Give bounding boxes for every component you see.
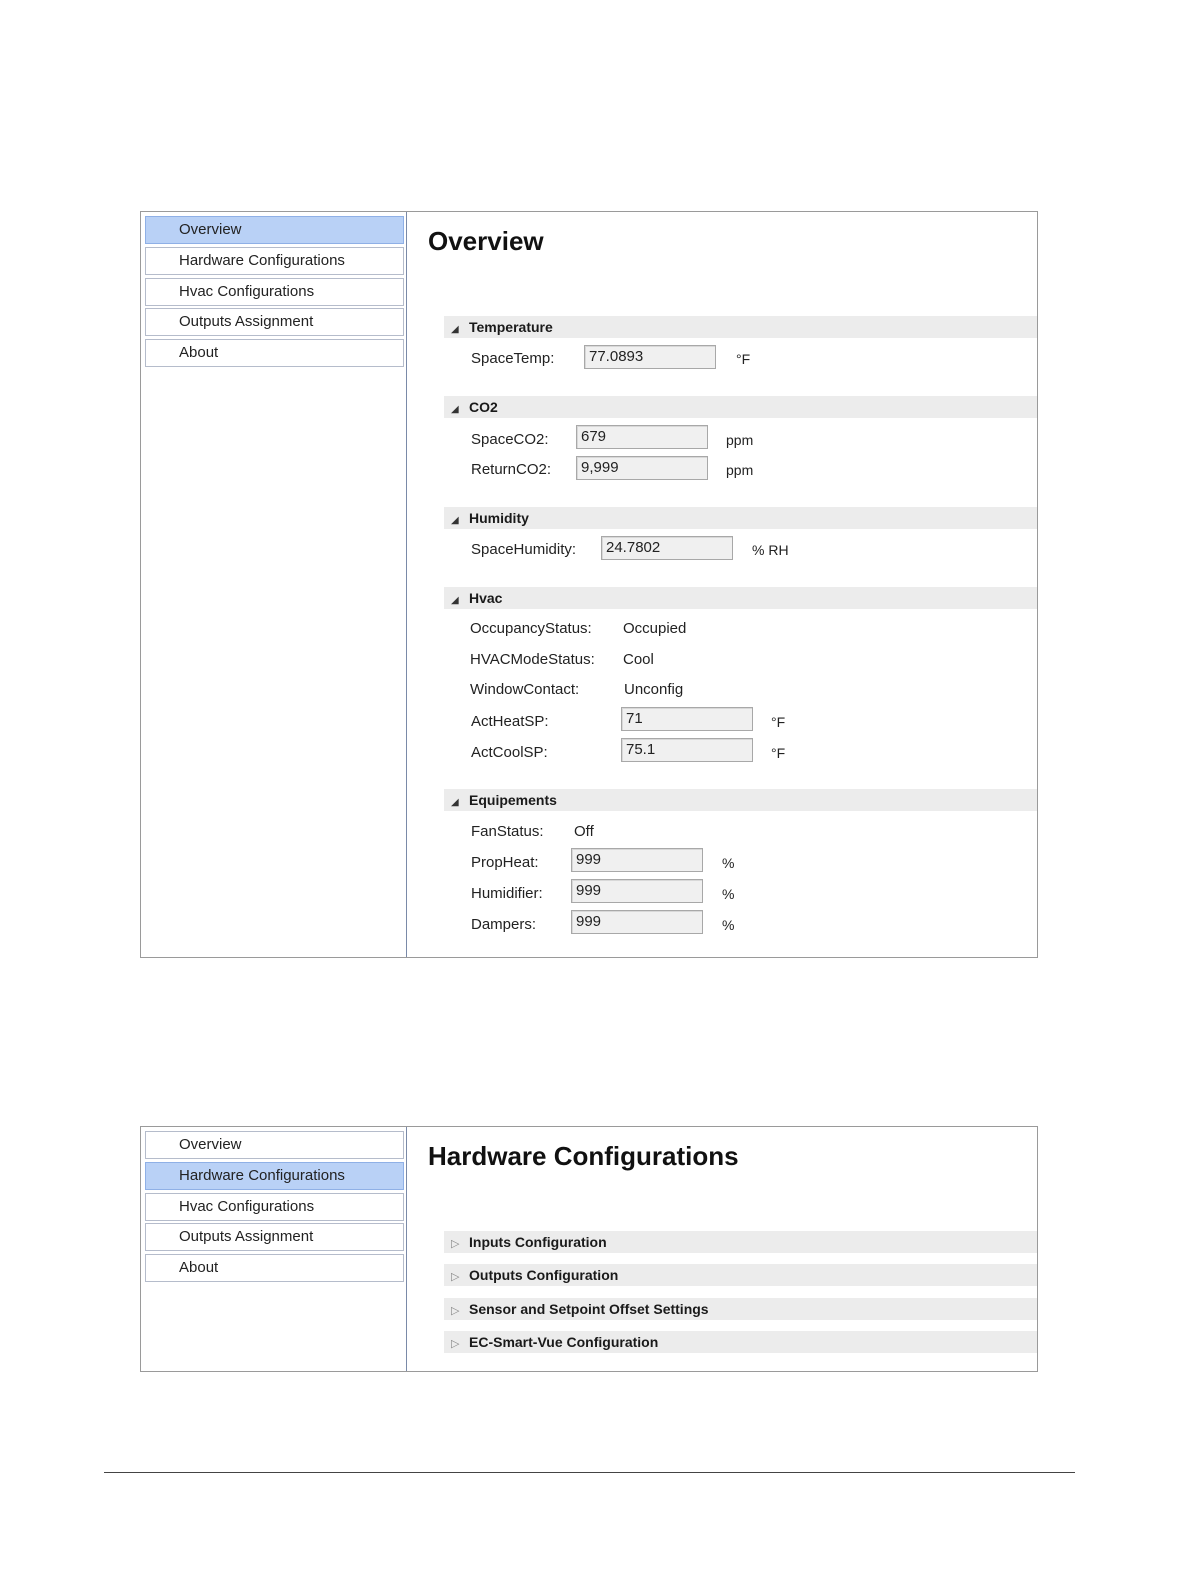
return-co2-label: ReturnCO2: — [471, 461, 552, 478]
section-title: Temperature — [469, 319, 553, 335]
section-temperature[interactable] — [444, 316, 1037, 338]
prop-heat-unit: % — [722, 855, 735, 871]
section-sensor-setpoint-offset[interactable] — [444, 1298, 1037, 1320]
collapsed-arrow-icon: ▷ — [451, 1338, 460, 1350]
nav-sidebar — [141, 212, 407, 957]
space-temp-label: SpaceTemp: — [471, 350, 555, 367]
hardware-configurations-window — [140, 1126, 1038, 1372]
space-humidity-field[interactable]: 24.7802 — [601, 536, 733, 560]
section-humidity[interactable] — [444, 507, 1037, 529]
section-title: Hvac — [469, 590, 503, 606]
section-inputs-configuration[interactable] — [444, 1231, 1037, 1253]
nav-item-outputs-assignment[interactable]: Outputs Assignment — [145, 308, 404, 336]
nav-item-hvac-configurations[interactable]: Hvac Configurations — [145, 1193, 404, 1221]
act-cool-sp-unit: °F — [771, 745, 786, 761]
section-title: Sensor and Setpoint Offset Settings — [469, 1301, 709, 1317]
prop-heat-label: PropHeat: — [471, 854, 539, 871]
dampers-label: Dampers: — [471, 916, 537, 933]
section-title: Outputs Configuration — [469, 1267, 619, 1283]
nav-item-about[interactable]: About — [145, 339, 404, 367]
hvac-mode-status-label: HVACModeStatus: — [470, 651, 595, 668]
section-outputs-configuration[interactable] — [444, 1264, 1037, 1286]
fan-status-value: Off — [574, 823, 594, 840]
window-contact-label: WindowContact: — [470, 681, 580, 698]
expanded-arrow-icon: ◢ — [451, 515, 459, 526]
humidifier-label: Humidifier: — [471, 885, 543, 902]
overview-window — [140, 211, 1038, 958]
act-heat-sp-unit: °F — [771, 714, 786, 730]
act-cool-sp-field[interactable]: 75.1 — [621, 738, 753, 762]
expanded-arrow-icon: ◢ — [451, 324, 459, 335]
act-heat-sp-label: ActHeatSP: — [471, 713, 549, 730]
space-co2-unit: ppm — [726, 432, 754, 448]
expanded-arrow-icon: ◢ — [451, 797, 459, 808]
space-humidity-label: SpaceHumidity: — [471, 541, 577, 558]
space-humidity-unit: % RH — [752, 542, 789, 558]
act-heat-sp-field[interactable]: 71 — [621, 707, 753, 731]
return-co2-field[interactable]: 9,999 — [576, 456, 708, 480]
collapsed-arrow-icon: ▷ — [451, 1238, 460, 1250]
collapsed-arrow-icon: ▷ — [451, 1305, 460, 1317]
section-equipements[interactable] — [444, 789, 1037, 811]
space-co2-label: SpaceCO2: — [471, 431, 549, 448]
space-temp-unit: °F — [736, 351, 751, 367]
section-title: EC-Smart-Vue Configuration — [469, 1334, 659, 1350]
humidifier-unit: % — [722, 886, 735, 902]
footer-divider — [104, 1472, 1075, 1473]
occupancy-status-value: Occupied — [623, 620, 687, 637]
humidifier-field[interactable]: 999 — [571, 879, 703, 903]
nav-item-overview[interactable]: Overview — [145, 216, 404, 244]
expanded-arrow-icon: ◢ — [451, 404, 459, 415]
page-title: Overview — [428, 226, 544, 256]
return-co2-unit: ppm — [726, 462, 754, 478]
act-cool-sp-label: ActCoolSP: — [471, 744, 548, 761]
hvac-mode-status-value: Cool — [623, 651, 654, 668]
section-title: Equipements — [469, 792, 557, 808]
section-title: Inputs Configuration — [469, 1234, 607, 1250]
nav-item-outputs-assignment[interactable]: Outputs Assignment — [145, 1223, 404, 1251]
dampers-unit: % — [722, 917, 735, 933]
section-title: CO2 — [469, 399, 498, 415]
window-contact-value: Unconfig — [624, 681, 684, 698]
collapsed-arrow-icon: ▷ — [451, 1271, 460, 1283]
occupancy-status-label: OccupancyStatus: — [470, 620, 592, 637]
space-temp-field[interactable]: 77.0893 — [584, 345, 716, 369]
section-title: Humidity — [469, 510, 529, 526]
page-title: Hardware Configurations — [428, 1141, 739, 1171]
nav-item-hardware-configurations[interactable]: Hardware Configurations — [145, 1162, 404, 1190]
section-ec-smart-vue-configuration[interactable] — [444, 1331, 1037, 1353]
nav-item-hardware-configurations[interactable]: Hardware Configurations — [145, 247, 404, 275]
overview-content — [408, 212, 1037, 957]
expanded-arrow-icon: ◢ — [451, 595, 459, 606]
nav-item-overview[interactable]: Overview — [145, 1131, 404, 1159]
dampers-field[interactable]: 999 — [571, 910, 703, 934]
section-hvac[interactable] — [444, 587, 1037, 609]
prop-heat-field[interactable]: 999 — [571, 848, 703, 872]
nav-item-about[interactable]: About — [145, 1254, 404, 1282]
space-co2-field[interactable]: 679 — [576, 425, 708, 449]
hardware-content — [408, 1127, 1037, 1371]
nav-sidebar — [141, 1127, 407, 1371]
fan-status-label: FanStatus: — [471, 823, 544, 840]
nav-item-hvac-configurations[interactable]: Hvac Configurations — [145, 278, 404, 306]
section-co2[interactable] — [444, 396, 1037, 418]
